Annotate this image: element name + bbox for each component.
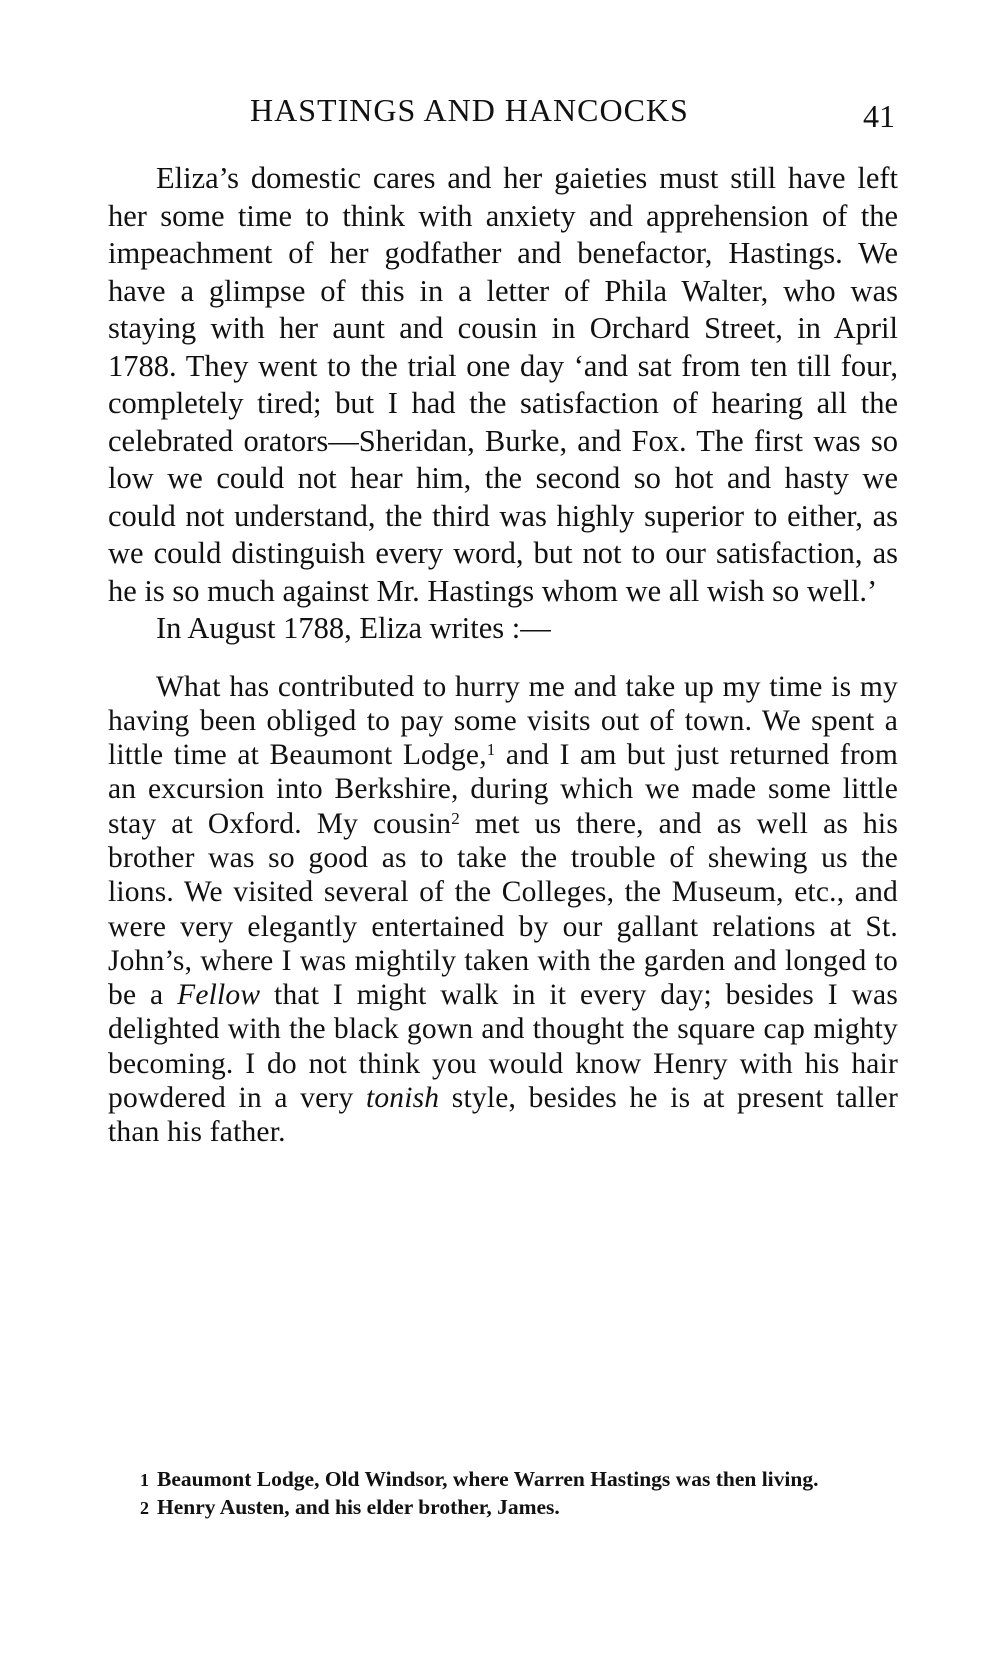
footnote-mark: 1 [140, 1470, 149, 1490]
footnote-ref-1: 1 [486, 740, 496, 760]
quote-text-part3: met us there, and as well as his brother was so good as to take the trouble of shewing us the lions. We visited several of the Colleges, the Museum, etc., and were very elegantly entertained by our gallant relations at St. John’s, where I was mightily taken with the garden and longed to be a [108, 807, 899, 1012]
quote-italic-fellow: Fellow [177, 979, 261, 1012]
paragraph-eliza-writes: In August 1788, Eliza writes :— [156, 611, 551, 645]
footnote-1 [108, 1466, 898, 1494]
page-number: 41 [863, 98, 895, 134]
footnote-ref-2: 2 [451, 808, 460, 828]
footnote-mark: 2 [140, 1498, 149, 1518]
body-text [108, 160, 898, 1150]
footnote-text: Beaumont Lodge, Old Windsor, where Warren Hastings was then living. [157, 1467, 819, 1491]
quote-text-part4: that I might walk in it every day; besides I was delighted with the black gown and thought the square cap mighty becoming. I do not think you would know Henry with his hair powdered in a very [108, 979, 898, 1115]
running-head: HASTINGS AND HANCOCKS [250, 92, 689, 128]
quote-text-part2: and I am but just returned from an excursion into Berkshire, during which we made some little stay at Oxford. My cousin [108, 739, 898, 840]
footnote-2 [108, 1494, 898, 1522]
quote-text-part5: style, besides he is at present taller than his father. [108, 1082, 898, 1149]
quote-italic-tonish: tonish [365, 1082, 440, 1115]
quote-text-part1: What has contributed to hurry me and take up my time is my having been obliged to pay some visits out of town. We spent a little time at Beaumont Lodge, [108, 670, 898, 772]
footnote-text: Henry Austen, and his elder brother, James. [157, 1495, 560, 1519]
paragraph-trial: Eliza’s domestic cares and her gaieties must still have left her some time to think with anxiety and apprehension of the impeachment of her godfather and benefactor, Hastings. We have a glimpse of this in a letter of Phila Walter, who was staying with her aunt and cousin in Orchard Street, in April 1788. They went to the trial one day ‘and sat from ten till four, completely tired; but I had the satisfaction of hearing all the celebrated orators—Sheridan, Burke, and Fox. The first was so low we could not hear him, the second so hot and hasty we could not understand, the third was highly superior to either, as we could distinguish every word, but not to our satisfaction, as he is so much against Mr. Hastings whom we all wish so well.’ [108, 161, 898, 608]
page-header [105, 92, 895, 142]
footnotes [108, 1466, 898, 1522]
block-quote-letter [108, 670, 898, 1150]
